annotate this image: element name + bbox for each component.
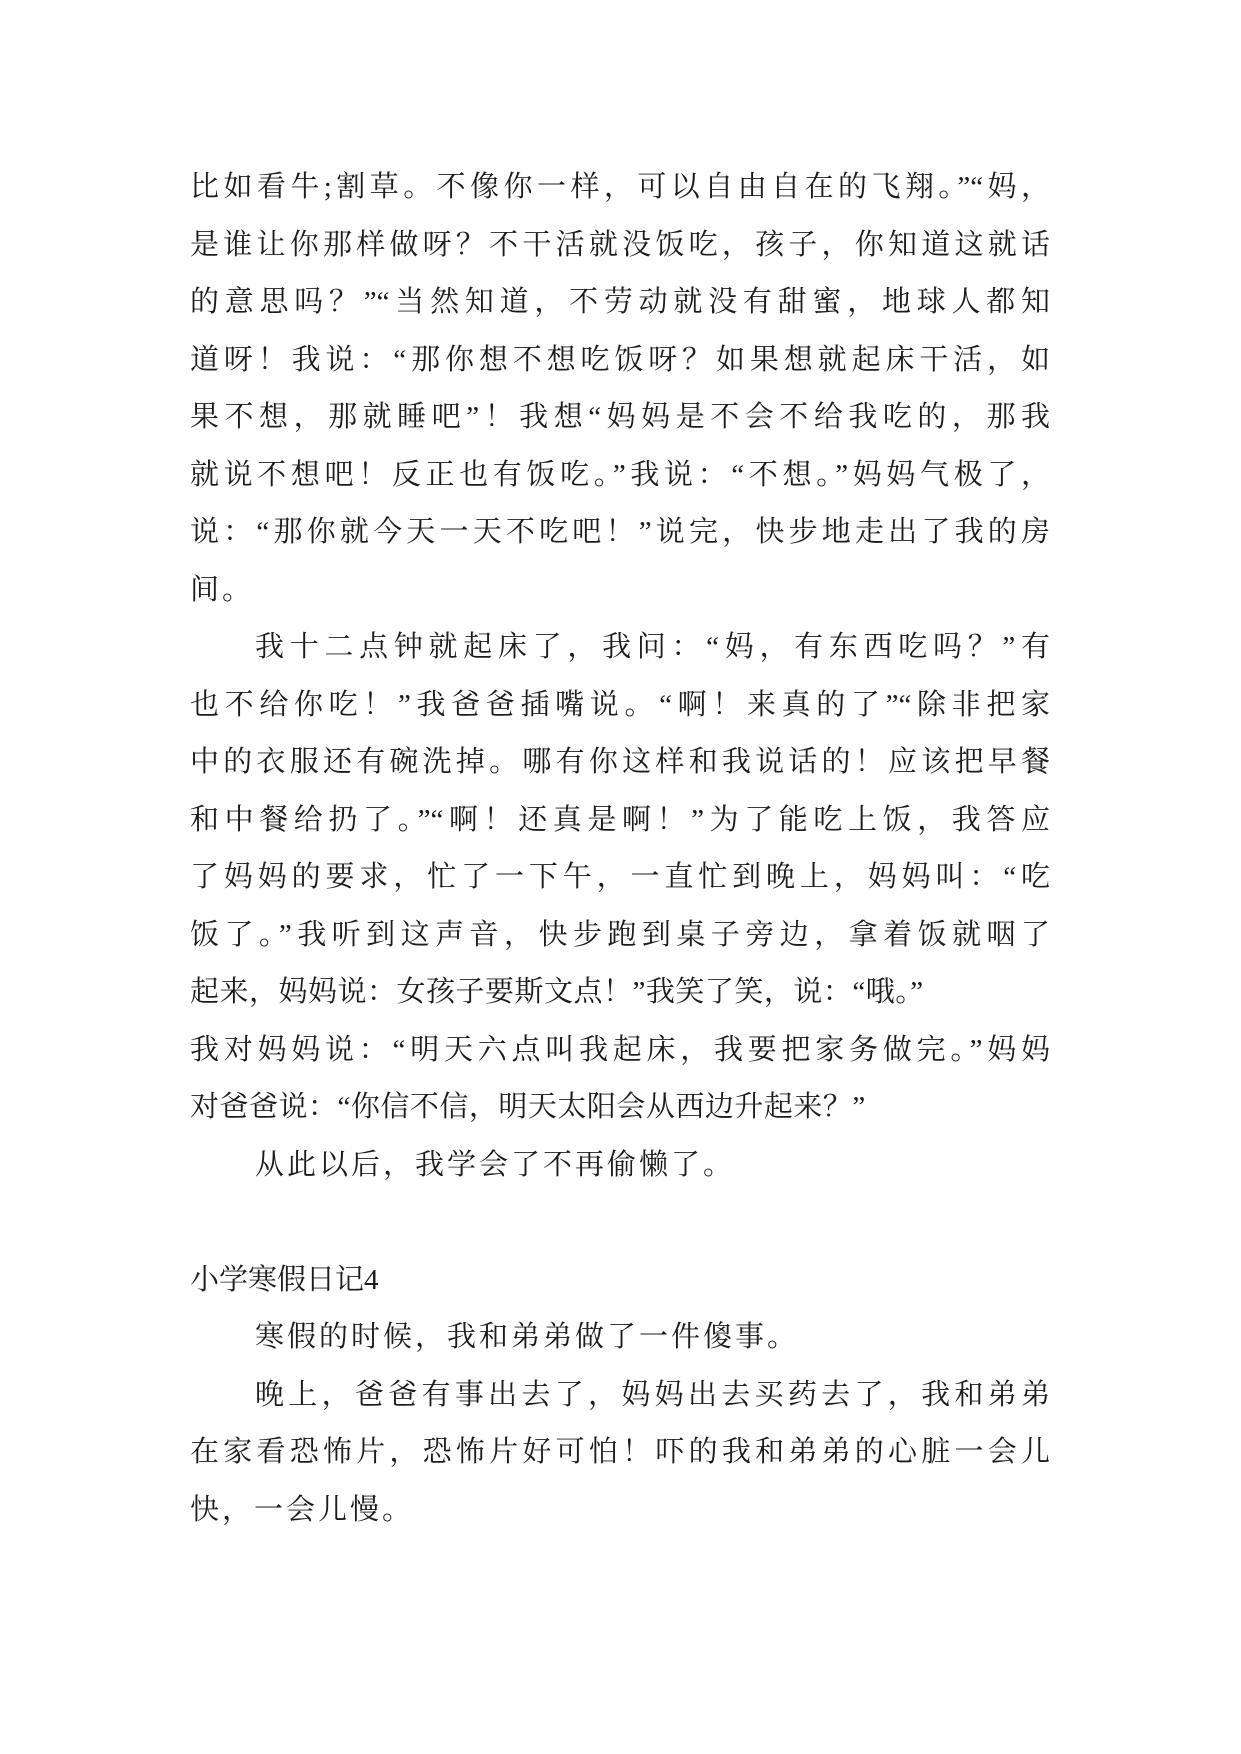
text-line: 是谁让你那样做呀？不干活就没饭吃，孩子，你知道这就话 (190, 228, 1050, 261)
text-line: 快，一会儿慢。 (190, 1493, 415, 1526)
section-heading: 小学寒假日记4 (190, 1263, 379, 1296)
paragraph-5 (190, 1367, 1050, 1540)
text-line: 也不给你吃！”我爸爸插嘴说。“啊！来真的了”“除非把家 (190, 688, 1050, 721)
text-line: 比如看牛;割草。不像你一样，可以自由自在的飞翔。”“妈， (190, 171, 1050, 203)
text-line: 寒假的时候，我和弟弟做了一件傻事。 (255, 1321, 800, 1353)
text-line: 和中餐给扔了。”“啊！还真是啊！”为了能吃上饭，我答应 (190, 803, 1050, 836)
text-line: 起来，妈妈说：女孩子要斯文点！”我笑了笑，说：“哦。” (190, 976, 924, 1008)
text-line: 饭了。”我听到这声音，快步跑到桌子旁边，拿着饭就咽了 (190, 918, 1050, 951)
text-line: 了妈妈的要求，忙了一下午，一直忙到晚上，妈妈叫：“吃 (190, 861, 1050, 893)
text-line: 我对妈妈说：“明天六点叫我起床，我要把家务做完。”妈妈 (190, 1033, 1050, 1066)
blank-line (190, 1194, 1050, 1252)
text-line: 的意思吗？”“当然知道，不劳动就没有甜蜜，地球人都知 (190, 286, 1050, 318)
text-line: 晚上，爸爸有事出去了，妈妈出去买药去了，我和弟弟 (255, 1378, 1050, 1411)
text-line: 说：“那你就今天一天不吃吧！”说完，快步地走出了我的房 (190, 516, 1050, 548)
text-line: 中的衣服还有碗洗掉。哪有你这样和我说话的！应该把早餐 (190, 746, 1050, 778)
text-line: 果不想，那就睡吧”！我想“妈妈是不会不给我吃的，那我 (190, 401, 1050, 433)
text-line: 间。 (190, 573, 255, 606)
paragraph-3 (190, 1137, 1050, 1195)
text-line: 就说不想吧！反正也有饭吃。”我说：“不想。”妈妈气极了， (190, 458, 1050, 491)
paragraph-1 (190, 159, 1050, 619)
paragraph-2 (190, 619, 1050, 1137)
text-line: 对爸爸说：“你信不信，明天太阳会从西边升起来？” (190, 1091, 866, 1123)
text-line: 道呀！我说：“那你想不想吃饭呀？如果想就起床干活，如 (190, 343, 1050, 376)
document-page (190, 159, 1050, 1539)
text-line: 我十二点钟就起床了，我问：“妈，有东西吃吗？”有 (255, 631, 1050, 663)
paragraph-4 (190, 1309, 1050, 1367)
text-line: 在家看恐怖片，恐怖片好可怕！吓的我和弟弟的心脏一会儿 (190, 1436, 1050, 1468)
text-line: 从此以后，我学会了不再偷懒了。 (255, 1148, 736, 1181)
